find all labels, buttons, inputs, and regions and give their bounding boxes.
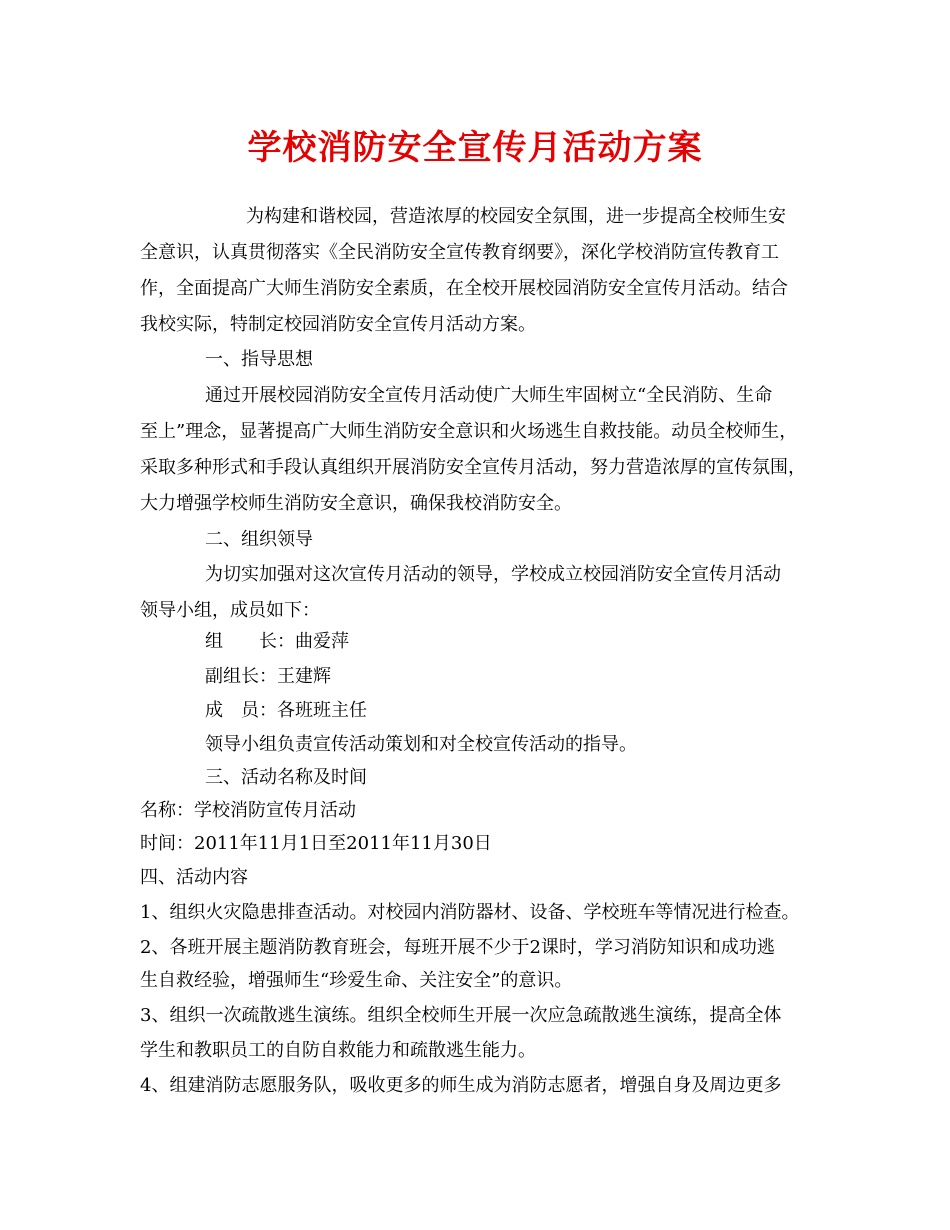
paragraph-line: 全意识，认真贯彻落实《全民消防安全宣传教育纲要》，深化学校消防宣传教育工 [140,242,779,263]
section-heading: 三、活动名称及时间 [205,767,367,788]
list-item: 2、各班开展主题消防教育班会，每班开展不少于2课时，学习消防知识和成功逃 [140,937,775,958]
paragraph-line: 学生和教职员工的自防自救能力和疏散逃生能力。 [140,1040,536,1061]
paragraph-line: 通过开展校园消防安全宣传月活动使广大师生牢固树立“全民消防、生命 [205,385,773,406]
list-item: 1、组织火灾隐患排查活动。对校园内消防器材、设备、学校班车等情况进行检查。 [140,902,800,923]
member-line: 成 员：各班班主任 [205,700,367,721]
member-line: 副组长：王建辉 [205,666,331,687]
section-heading: 二、组织领导 [205,529,313,550]
list-item: 3、组织一次疏散逃生演练。组织全校师生开展一次应急疏散逃生演练，提高全体 [140,1005,782,1026]
list-item: 4、组建消防志愿服务队，吸收更多的师生成为消防志愿者，增强自身及周边更多 [140,1075,782,1096]
paragraph-line: 时间：2011年11月1日至2011年11月30日 [140,833,492,854]
member-line: 组 长：曲爱萍 [205,631,349,652]
paragraph-line: 大力增强学校师生消防安全意识，确保我校消防安全。 [140,493,572,514]
paragraph-line: 领导小组负责宣传活动策划和对全校宣传活动的指导。 [205,734,637,755]
document-title: 学校消防安全宣传月活动方案 [247,128,703,168]
paragraph-line: 生自救经验，增强师生“珍爱生命、关注安全”的意识。 [140,970,573,991]
section-heading: 四、活动内容 [140,867,248,888]
paragraph-line: 领导小组，成员如下： [140,600,320,621]
paragraph-line: 作，全面提高广大师生消防安全素质，在全校开展校园消防安全宣传月活动。结合 [140,278,788,299]
paragraph-line: 至上”理念，显著提高广大师生消防安全意识和火场逃生自救技能。动员全校师生， [140,421,798,442]
paragraph-line: 我校实际，特制定校园消防安全宣传月活动方案。 [140,314,536,335]
paragraph-line: 为切实加强对这次宣传月活动的领导，学校成立校园消防安全宣传月活动 [205,564,781,585]
paragraph-line: 名称：学校消防宣传月活动 [140,800,356,821]
section-heading: 一、指导思想 [205,349,313,370]
paragraph-line: 采取多种形式和手段认真组织开展消防安全宣传月活动，努力营造浓厚的宣传氛围， [140,457,806,478]
paragraph-line: 为构建和谐校园，营造浓厚的校园安全氛围，进一步提高全校师生安 [246,206,786,227]
